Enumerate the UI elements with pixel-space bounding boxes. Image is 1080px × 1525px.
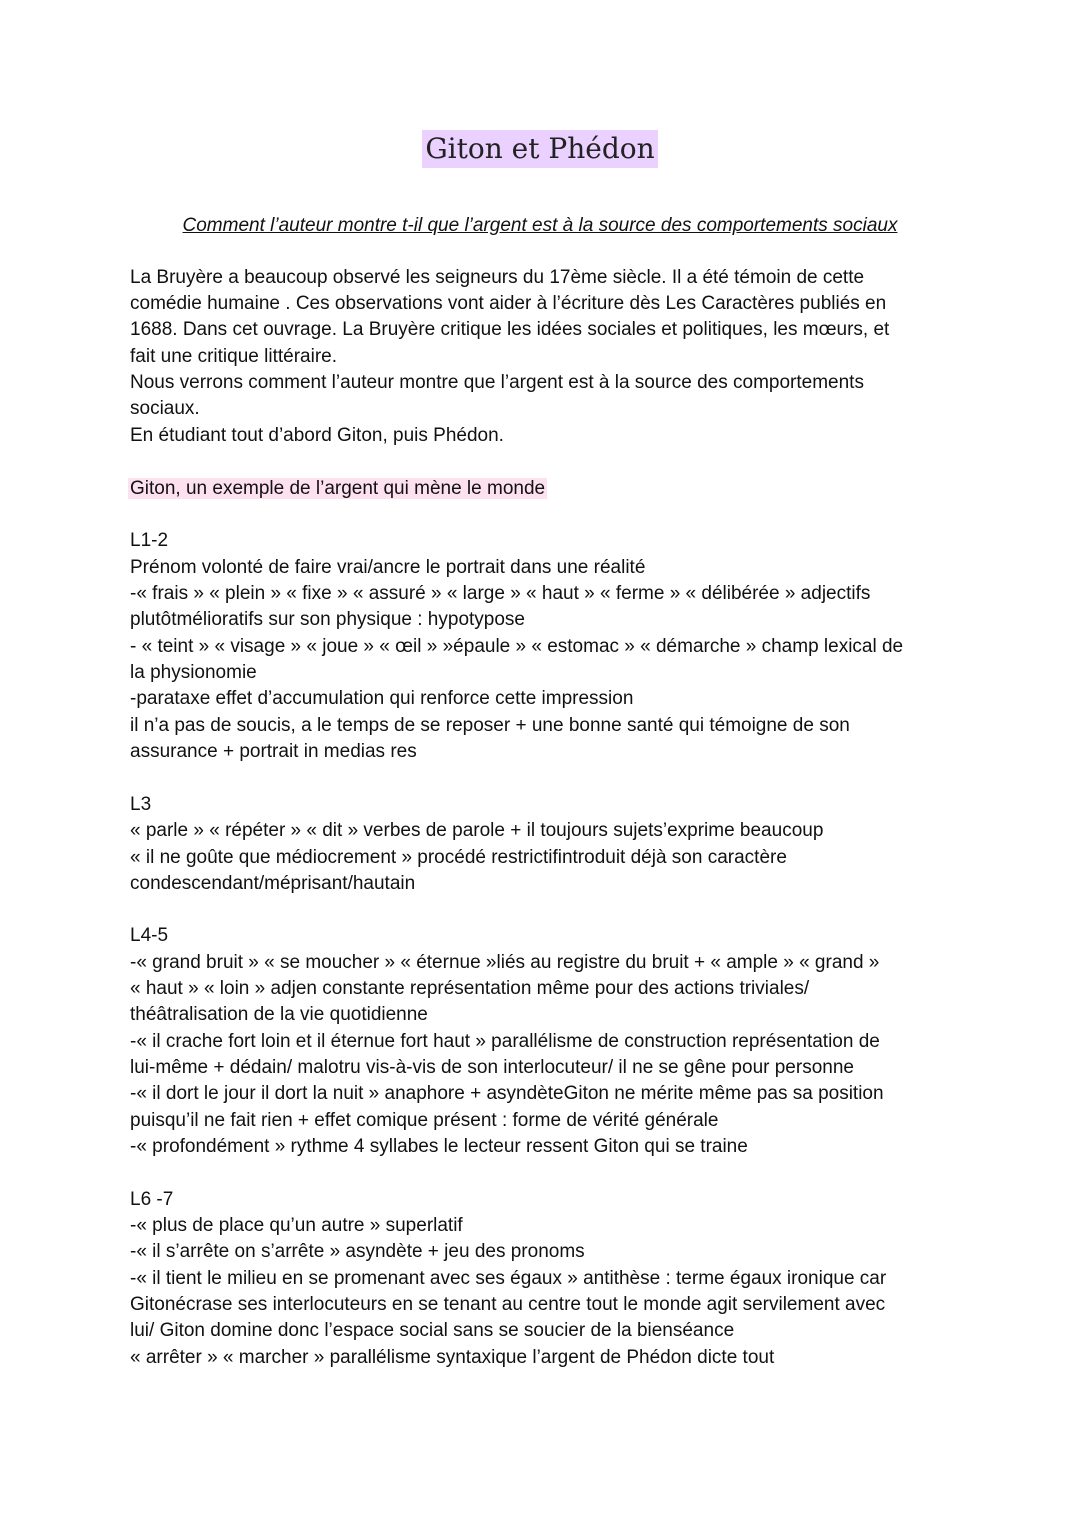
document-title: Giton et Phédon <box>422 130 657 168</box>
analysis-line: la physionomie <box>130 662 257 683</box>
intro-line: fait une critique littéraire. <box>130 346 337 367</box>
analysis-line: théâtralisation de la vie quotidienne <box>130 1004 428 1025</box>
block-label: L4-5 <box>130 925 169 946</box>
intro-line: 1688. Dans cet ouvrage. La Bruyère critique les idées sociales et politiques, les mœurs, et <box>130 319 890 340</box>
section-heading <box>130 476 547 502</box>
analysis-line: « il ne goûte que médiocrement » procédé restrictifintroduit déjà son caractère <box>130 847 787 868</box>
analysis-line: lui/ Giton domine donc l’espace social sans se soucier de la bienséance <box>130 1320 735 1341</box>
title-container <box>0 130 1080 168</box>
analysis-line: -« profondément » rythme 4 syllabes le lecteur ressent Giton qui se traine <box>130 1136 748 1157</box>
analysis-line: plutôtmélioratifs sur son physique : hypotypose <box>130 609 525 630</box>
analysis-line: -« frais » « plein » « fixe » « assuré » « large » « haut » « ferme » « délibérée » adjectifs <box>130 583 871 604</box>
analysis-line: -« il tient le milieu en se promenant avec ses égaux » antithèse : terme égaux ironique car <box>130 1268 887 1289</box>
intro-line: Nous verrons comment l’auteur montre que l’argent est à la source des comportements <box>130 372 864 393</box>
analysis-line: lui-même + dédain/ malotru vis-à-vis de son interlocuteur/ il ne se gêne pour personne <box>130 1057 854 1078</box>
analysis-line: -« grand bruit » « se moucher » « éternue »liés au registre du bruit + « ample » « grand » <box>130 952 880 973</box>
analysis-line: « haut » « loin » adjen constante représentation même pour des actions triviales/ <box>130 978 810 999</box>
analysis-line: assurance + portrait in medias res <box>130 741 417 762</box>
block-label: L3 <box>130 794 152 815</box>
analysis-line: Gitonécrase ses interlocuteurs en se tenant au centre tout le monde agit servilement avec <box>130 1294 886 1315</box>
analysis-line: puisqu’il ne fait rien + effet comique présent : forme de vérité générale <box>130 1110 719 1131</box>
problematic-question: Comment l’auteur montre t-il que l’argent est à la source des comportements sociaux <box>182 215 898 236</box>
intro-line: comédie humaine . Ces observations vont aider à l’écriture dès Les Caractères publiés en <box>130 293 887 314</box>
intro-line: La Bruyère a beaucoup observé les seigneurs du 17ème siècle. Il a été témoin de cette <box>130 267 865 288</box>
analysis-line: -« il dort le jour il dort la nuit » anaphore + asyndèteGiton ne mérite même pas sa position <box>130 1083 884 1104</box>
block-label: L6 -7 <box>130 1189 174 1210</box>
analysis-line: condescendant/méprisant/hautain <box>130 873 416 894</box>
analysis-line: - « teint » « visage » « joue » « œil » »épaule » « estomac » « démarche » champ lexical de <box>130 636 904 657</box>
intro-line: sociaux. <box>130 398 200 419</box>
analysis-line: -« il s’arrête on s’arrête » asyndète + jeu des pronoms <box>130 1241 585 1262</box>
analysis-line: « parle » « répéter » « dit » verbes de parole + il toujours sujets’exprime beaucoup <box>130 820 824 841</box>
analysis-line: Prénom volonté de faire vrai/ancre le portrait dans une réalité <box>130 557 646 578</box>
section-heading-text: Giton, un exemple de l’argent qui mène le monde <box>130 478 546 499</box>
analysis-line: il n’a pas de soucis, a le temps de se reposer + une bonne santé qui témoigne de son <box>130 715 850 736</box>
analysis-line: -parataxe effet d’accumulation qui renforce cette impression <box>130 688 634 709</box>
analysis-line: « arrêter » « marcher » parallélisme syntaxique l’argent de Phédon dicte tout <box>130 1347 775 1368</box>
analysis-line: -« plus de place qu’un autre » superlatif <box>130 1215 463 1236</box>
analysis-line: -« il crache fort loin et il éternue fort haut » parallélisme de construction représentation de <box>130 1031 880 1052</box>
block-label: L1-2 <box>130 530 169 551</box>
intro-line: En étudiant tout d’abord Giton, puis Phédon. <box>130 425 504 446</box>
